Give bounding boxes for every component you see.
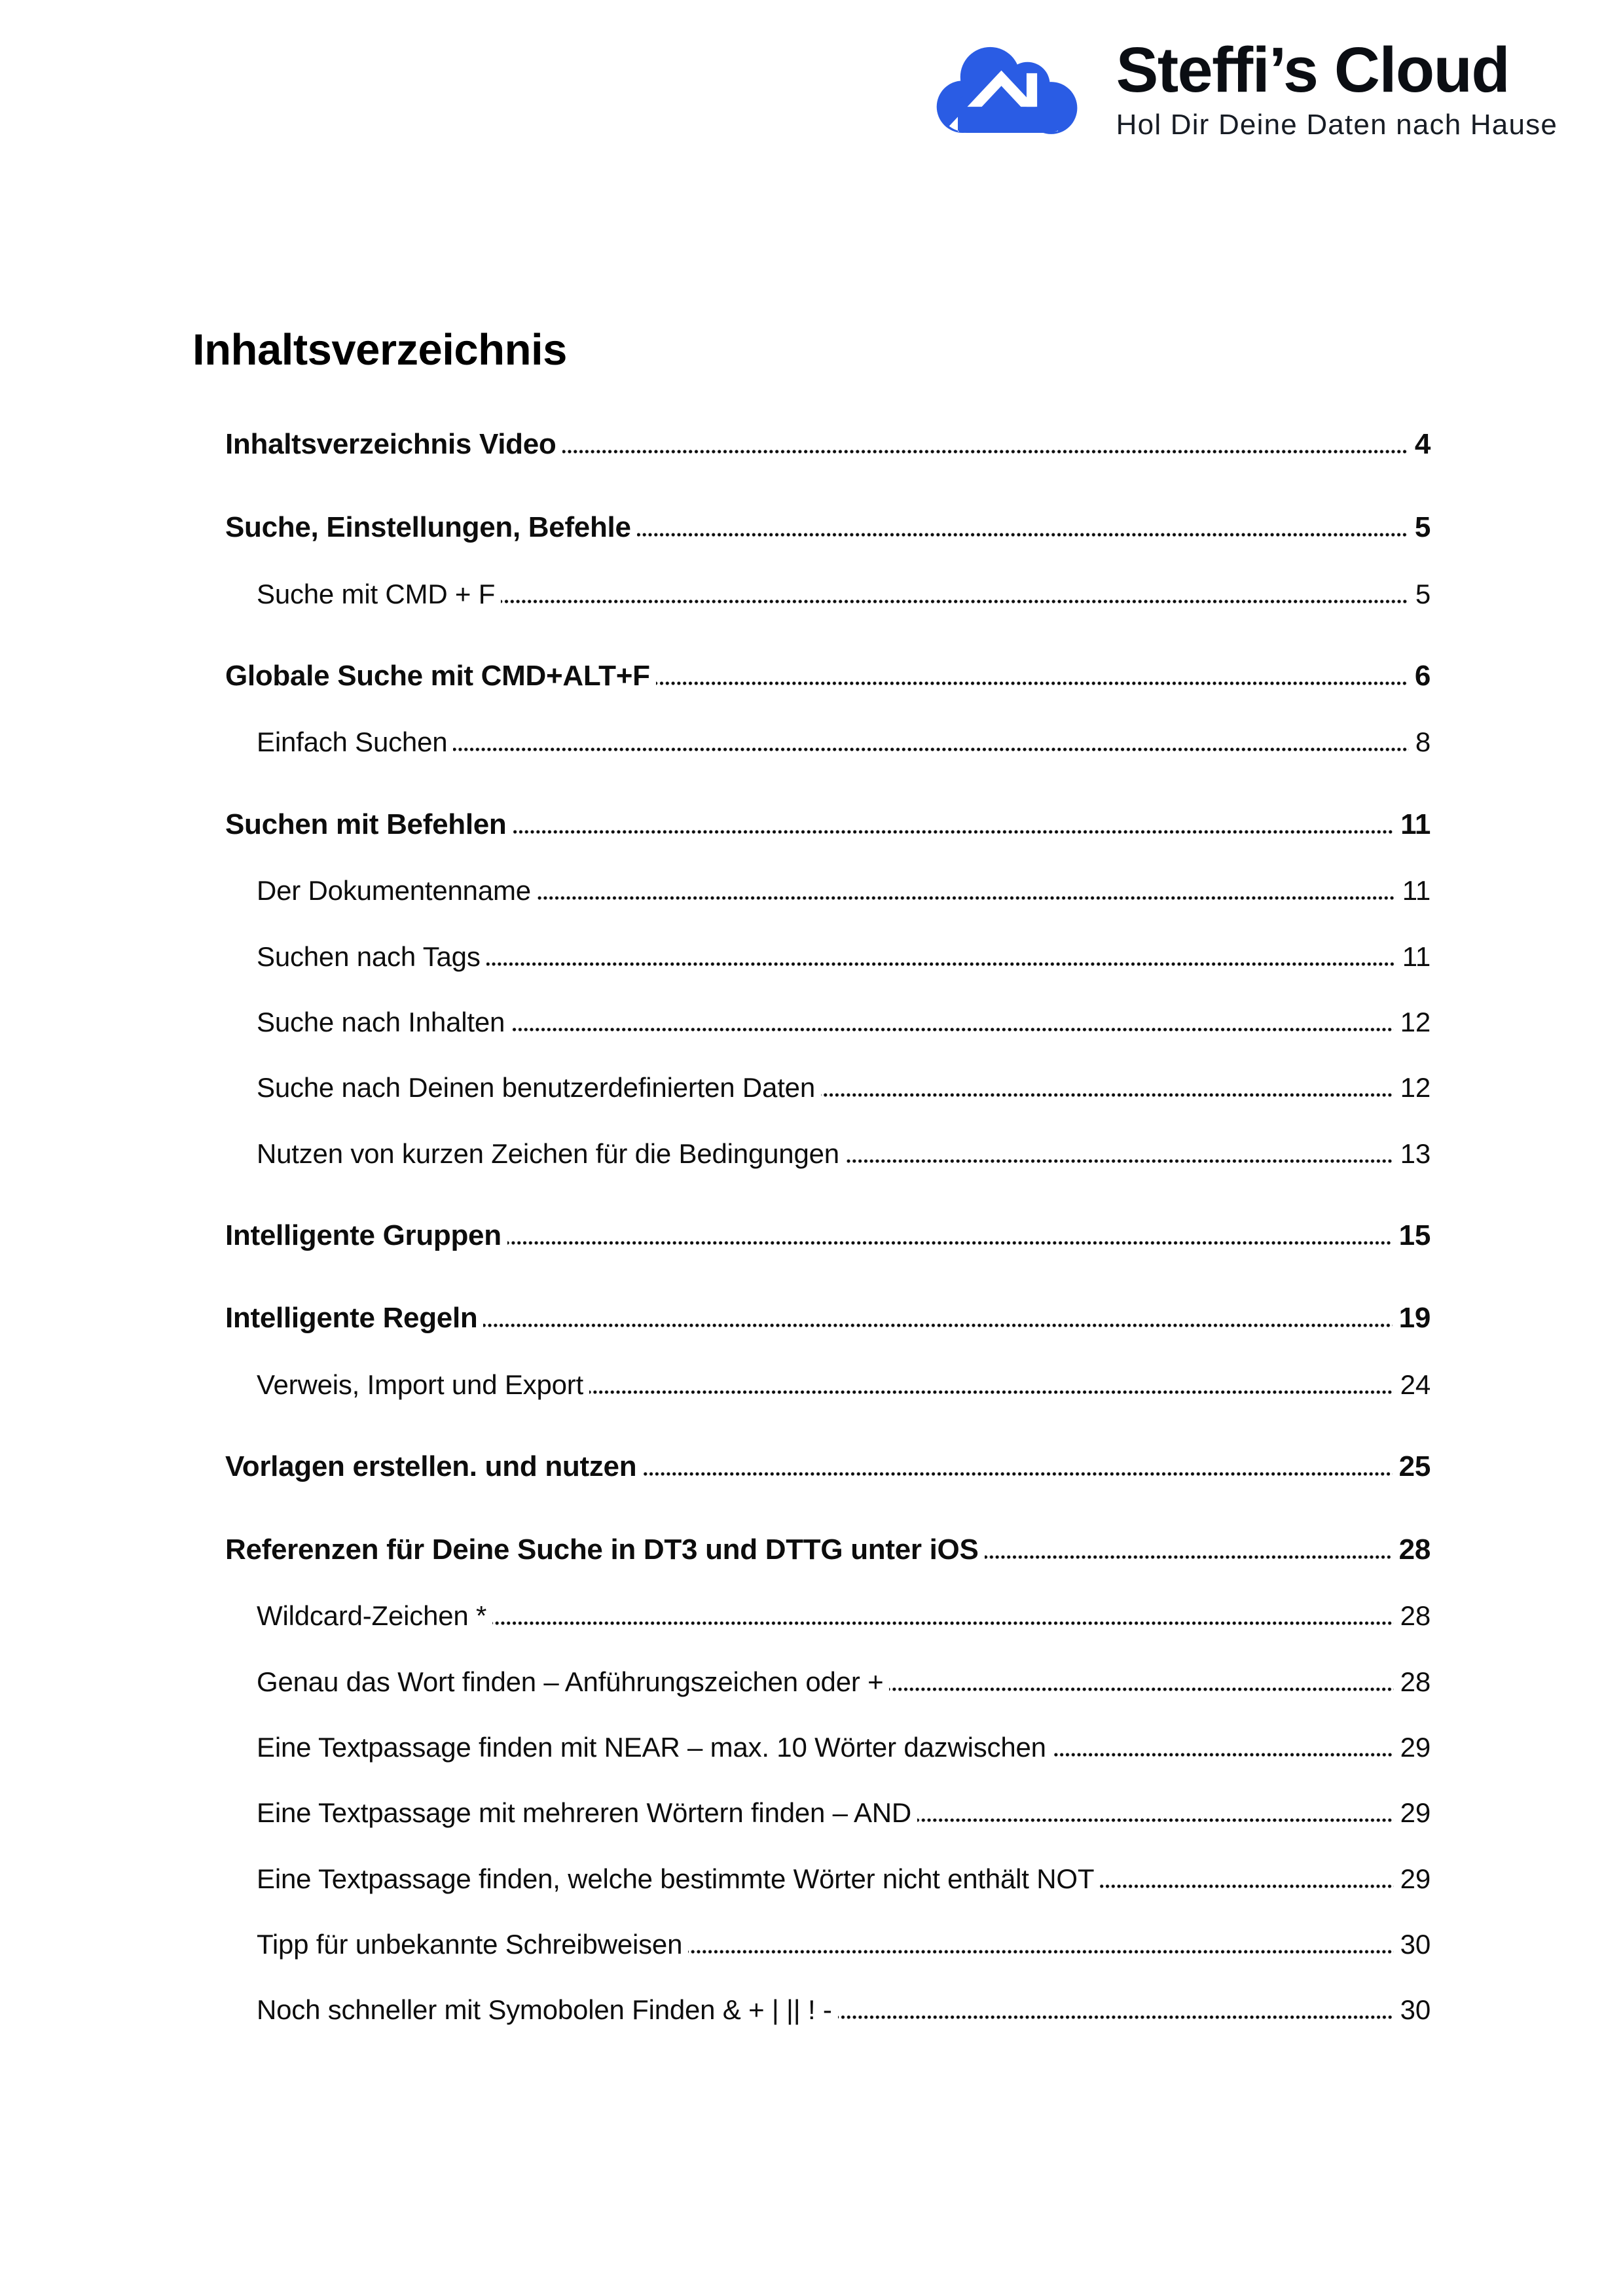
toc-entry[interactable] xyxy=(192,1450,1431,1484)
toc-page-number: 5 xyxy=(1415,578,1431,609)
toc-entry-label: Inhaltsverzeichnis Video xyxy=(225,428,556,461)
toc-entry-label: Verweis, Import und Export xyxy=(257,1369,584,1400)
toc-page-number: 19 xyxy=(1398,1302,1431,1335)
toc-entry[interactable] xyxy=(192,511,1431,545)
toc-page-number: 30 xyxy=(1400,1994,1431,2026)
toc-entry[interactable] xyxy=(192,941,1431,973)
toc-page-number: 11 xyxy=(1402,875,1431,906)
toc-entry-label: Intelligente Gruppen xyxy=(225,1219,501,1251)
toc-entry-label: Intelligente Regeln xyxy=(225,1302,478,1335)
toc-entry-label: Der Dokumentenname xyxy=(257,875,531,906)
toc-entry[interactable] xyxy=(192,1138,1431,1170)
dot-leader xyxy=(656,681,1408,685)
toc-entry[interactable] xyxy=(192,1219,1431,1253)
toc-entry-label: Suchen mit Befehlen xyxy=(225,808,507,840)
toc-entry-label: Globale Suche mit CMD+ALT+F xyxy=(225,659,650,692)
toc-page-number: 5 xyxy=(1414,511,1431,543)
toc-page-number: 25 xyxy=(1398,1450,1431,1483)
toc-page-number: 29 xyxy=(1400,1863,1431,1894)
dot-leader xyxy=(501,600,1409,603)
dot-leader xyxy=(688,1950,1393,1954)
table-of-contents xyxy=(192,428,1431,2026)
toc-entry[interactable] xyxy=(192,1994,1431,2026)
dot-leader xyxy=(507,1241,1393,1245)
toc-entry-label: Eine Textpassage finden mit NEAR – max. 10 Wörter dazwischen xyxy=(257,1732,1046,1763)
toc-entry[interactable] xyxy=(192,808,1431,842)
toc-entry[interactable] xyxy=(192,875,1431,906)
toc-entry[interactable] xyxy=(192,1600,1431,1632)
logo xyxy=(933,33,1558,143)
toc-entry[interactable] xyxy=(192,1863,1431,1895)
dot-leader xyxy=(889,1687,1393,1691)
toc-entry[interactable] xyxy=(192,660,1431,693)
toc-page-number: 29 xyxy=(1400,1797,1431,1829)
toc-entry-label: Einfach Suchen xyxy=(257,726,448,758)
toc-page-number: 24 xyxy=(1400,1369,1431,1400)
toc-entry-label: Suche, Einstellungen, Befehle xyxy=(225,511,631,543)
toc-entry-label: Tipp für unbekannte Schreibweisen xyxy=(257,1928,683,1960)
dot-leader xyxy=(642,1472,1392,1476)
brand-block xyxy=(1116,33,1558,142)
dot-leader xyxy=(537,896,1396,900)
toc-entry[interactable] xyxy=(192,1072,1431,1103)
toc-entry-label: Wildcard-Zeichen * xyxy=(257,1600,487,1632)
toc-entry[interactable] xyxy=(192,1007,1431,1038)
cloud-house-icon xyxy=(933,37,1082,143)
toc-page-number: 11 xyxy=(1402,941,1431,972)
toc-entry-label: Suche mit CMD + F xyxy=(257,578,496,609)
dot-leader xyxy=(513,830,1395,834)
dot-leader xyxy=(453,747,1408,751)
dot-leader xyxy=(589,1390,1394,1394)
toc-page-number: 4 xyxy=(1414,428,1431,461)
toc-page-number: 30 xyxy=(1400,1928,1431,1960)
toc-entry-label: Eine Textpassage mit mehreren Wörtern finden – AND xyxy=(257,1797,912,1829)
toc-page-number: 13 xyxy=(1400,1138,1431,1169)
dot-leader xyxy=(917,1818,1394,1822)
toc-page-number: 28 xyxy=(1400,1666,1431,1697)
toc-entry[interactable] xyxy=(192,428,1431,461)
toc-entry-label: Suche nach Inhalten xyxy=(257,1006,505,1037)
toc-entry-label: Eine Textpassage finden, welche bestimmte Wörter nicht enthält NOT xyxy=(257,1863,1095,1894)
dot-leader xyxy=(845,1159,1394,1163)
dot-leader xyxy=(511,1028,1394,1031)
dot-leader xyxy=(486,962,1396,966)
dot-leader xyxy=(1100,1884,1393,1888)
dot-leader xyxy=(637,533,1408,537)
toc-entry-label: Suche nach Deinen benutzerdefinierten Daten xyxy=(257,1072,815,1103)
toc-entry-label: Vorlagen erstellen. und nutzen xyxy=(225,1450,637,1483)
toc-entry[interactable] xyxy=(192,1666,1431,1698)
toc-entry-label: Suchen nach Tags xyxy=(257,941,481,972)
dot-leader xyxy=(1052,1753,1394,1757)
toc-entry[interactable] xyxy=(192,1929,1431,1960)
dot-leader xyxy=(838,2015,1394,2019)
dot-leader xyxy=(985,1555,1393,1559)
toc-entry[interactable] xyxy=(192,1732,1431,1763)
toc-page-number: 12 xyxy=(1400,1072,1431,1103)
dot-leader xyxy=(492,1621,1393,1625)
dot-leader xyxy=(562,450,1408,454)
brand-tagline: Hol Dir Deine Daten nach Hause xyxy=(1116,109,1558,141)
page-title: Inhaltsverzeichnis xyxy=(192,325,567,374)
brand-name: Steffi’s Cloud xyxy=(1116,33,1510,105)
toc-entry[interactable] xyxy=(192,726,1431,758)
toc-page-number: 29 xyxy=(1400,1732,1431,1763)
toc-entry-label: Referenzen für Deine Suche in DT3 und DTTG unter iOS xyxy=(225,1533,979,1566)
toc-page-number: 12 xyxy=(1400,1006,1431,1037)
toc-page-number: 6 xyxy=(1414,659,1431,692)
toc-entry-label: Genau das Wort finden – Anführungszeichen oder + xyxy=(257,1666,884,1697)
toc-page-number: 15 xyxy=(1398,1219,1431,1251)
toc-entry[interactable] xyxy=(192,1369,1431,1401)
dot-leader xyxy=(483,1323,1392,1327)
toc-entry[interactable] xyxy=(192,579,1431,610)
toc-entry-label: Nutzen von kurzen Zeichen für die Bedingungen xyxy=(257,1138,839,1169)
toc-entry-label: Noch schneller mit Symobolen Finden & + | || ! - xyxy=(257,1994,832,2026)
toc-entry[interactable] xyxy=(192,1797,1431,1829)
toc-entry[interactable] xyxy=(192,1302,1431,1335)
toc-page-number: 28 xyxy=(1400,1600,1431,1632)
toc-page-number: 28 xyxy=(1398,1533,1431,1566)
dot-leader xyxy=(821,1093,1394,1097)
toc-entry[interactable] xyxy=(192,1534,1431,1567)
toc-page-number: 8 xyxy=(1415,726,1431,758)
toc-page-number: 11 xyxy=(1400,808,1431,840)
